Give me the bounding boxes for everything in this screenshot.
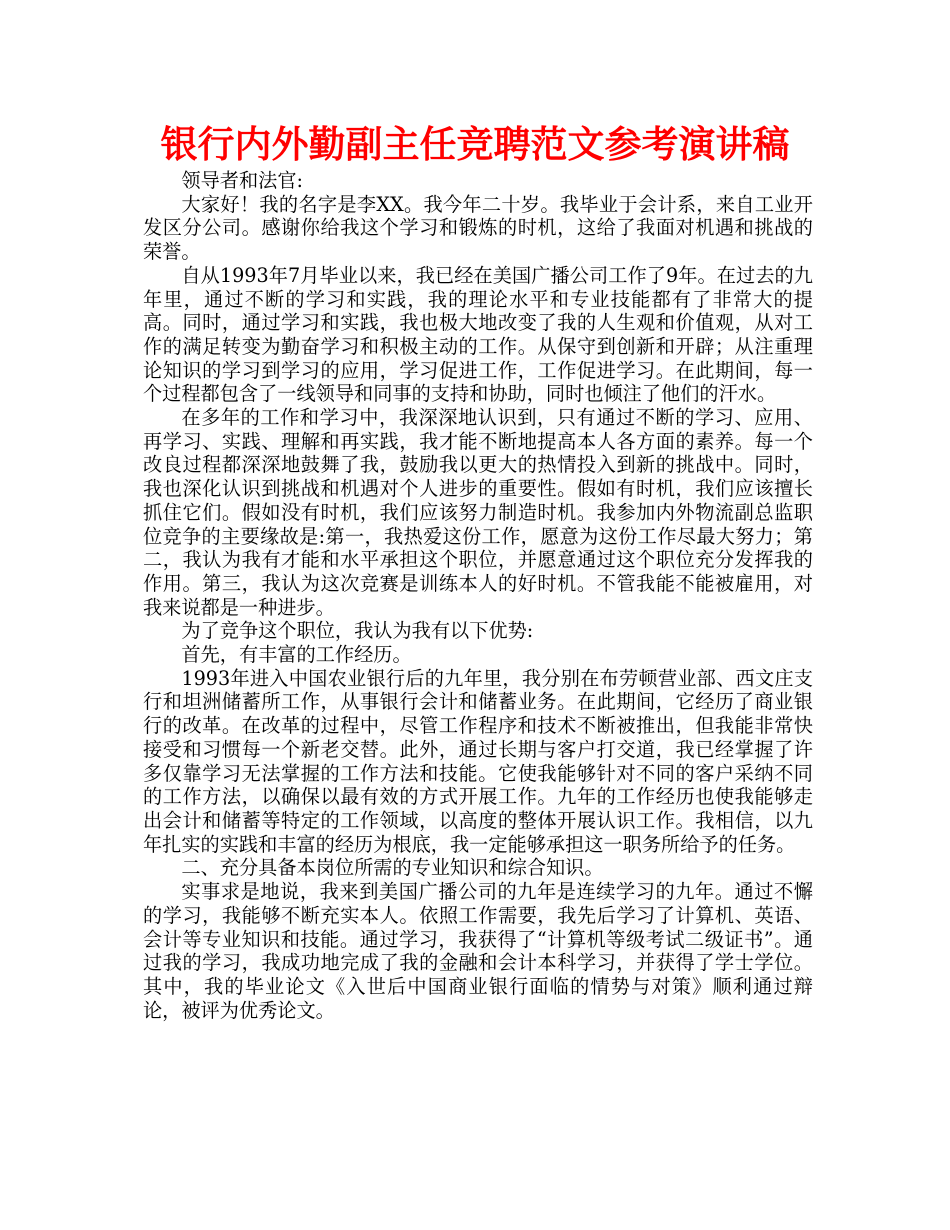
- paragraph-introduction: 大家好！我的名字是李XX。我今年二十岁。我毕业于会计系，来自工业开发区分公司。感谢你给我这个学习和锻炼的时机，这给了我面对机遇和挑战的荣誉。: [143, 192, 813, 264]
- paragraph-second-advantage: 二、充分具备本岗位所需的专业知识和综合知识。: [181, 856, 604, 880]
- paragraph-experience-detail: 1993年进入中国农业银行后的九年里，我分别在布劳顿营业部、西文庄支行和坦洲储蓄所工作，从事银行会计和储蓄业务。在此期间，它经历了商业银行的改革。在改革的过程中，尽管工作程序和技术不断被推出，但我能非常快接受和习惯每一个新老交替。此外，通过长期与客户打交道，我已经掌握了许多仅靠学习无法掌握的工作方法和技能。它使我能够针对不同的客户采纳不同的工作方法，以确保以最有效的方式开展工作。九年的工作经历也使我能够走出会计和储蓄等特定的工作领域，以高度的整体开展认识工作。我相信，以九年扎实的实践和丰富的经历为根底，我一定能够承担这一职务所给予的任务。: [143, 666, 813, 856]
- salutation: 领导者和法官:: [181, 169, 303, 192]
- paragraph-first-advantage: 首先，有丰富的工作经历。: [181, 643, 412, 667]
- paragraph-knowledge-detail: 实事求是地说，我来到美国广播公司的九年是连续学习的九年。通过不懈的学习，我能够不断充实本人。依照工作需要，我先后学习了计算机、英语、会计等专业知识和技能。通过学习，我获得了“计算机等级考试二级证书”。通过我的学习，我成功地完成了我的金融和会计本科学习，并获得了学士学位。其中，我的毕业论文《入世后中国商业银行面临的情势与对策》顺利通过辩论，被评为优秀论文。: [143, 880, 813, 1022]
- document-title: 银行内外勤副主任竞聘范文参考演讲稿: [160, 123, 790, 166]
- paragraph-advantages-intro: 为了竞争这个职位，我认为我有以下优势:: [181, 619, 534, 643]
- document-body: [143, 169, 813, 1022]
- paragraph-motivation: 在多年的工作和学习中，我深深地认识到，只有通过不断的学习、应用、再学习、实践、理解和再实践，我才能不断地提高本人各方面的素养。每一个改良过程都深深地鼓舞了我，鼓励我以更大的热情投入到新的挑战中。同时，我也深化认识到挑战和机遇对个人进步的重要性。假如有时机，我们应该擅长抓住它们。假如没有时机，我们应该努力制造时机。我参加内外物流副总监职位竞争的主要缘故是:第一，我热爱这份工作，愿意为这份工作尽最大努力；第二，我认为我有才能和水平承担这个职位，并愿意通过这个职位充分发挥我的作用。第三，我认为这次竞赛是训练本人的好时机。不管我能不能被雇用，对我来说都是一种进步。: [143, 406, 813, 619]
- paragraph-work-history: 自从1993年7月毕业以来，我已经在美国广播公司工作了9年。在过去的九年里，通过不断的学习和实践，我的理论水平和专业技能都有了非常大的提高。同时，通过学习和实践，我也极大地改变了我的人生观和价值观，从对工作的满足转变为勤奋学习和积极主动的工作。从保守到创新和开辟；从注重理论知识的学习到学习的应用，学习促进工作，工作促进学习。在此期间，每一个过程都包含了一线领导和同事的支持和协助，同时也倾注了他们的汗水。: [143, 263, 813, 406]
